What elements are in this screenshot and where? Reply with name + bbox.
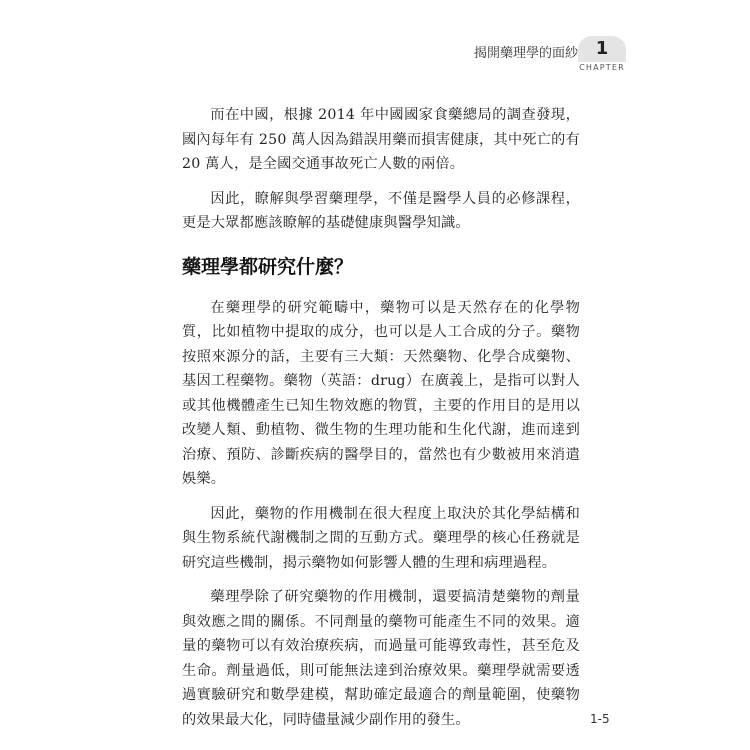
chapter-badge [578, 36, 626, 62]
section-paragraph-2: 因此，藥物的作用機制在很大程度上取決於其化學結構和與生物系統代謝機制之間的互動方式。藥理學的核心任務就是研究這些機制，揭示藥物如何影響人體的生理和病理過程。 [182, 505, 580, 571]
running-header-title: 揭開藥理學的面紗 [474, 46, 579, 61]
running-header [474, 36, 630, 76]
chapter-label: CHAPTER [579, 63, 625, 72]
intro-paragraph-2: 因此，瞭解與學習藥理學，不僅是醫學人員的必修課程，更是大眾都應該瞭解的基礎健康與醫學知識。 [182, 190, 580, 231]
page-number: 1-5 [590, 712, 610, 726]
section-paragraph-1: 在藥理學的研究範疇中，藥物可以是天然存在的化學物質，比如植物中提取的成分，也可以是人工合成的分子。藥物按照來源分的話，主要有三大類：天然藥物、化學合成藥物、基因工程藥物。藥物（英語：drug）在廣義上，是指可以對人或其他機體產生已知生物效應的物質，主要的作用目的是用以改變人類、動植物、微生物的生理功能和生化代謝，進而達到治療、預防、診斷疾病的醫學目的，當然也有少數被用來消遣娛樂。 [182, 299, 580, 487]
chapter-number: 1 [595, 38, 609, 59]
section-heading: 藥理學都研究什麼？ [182, 255, 354, 278]
page-body [182, 103, 580, 742]
intro-paragraph-1: 而在中國，根據 2014 年中國國家食藥總局的調查發現，國內每年有 250 萬人因為錯誤用藥而損害健康，其中死亡的有 20 萬人，是全國交通事故死亡人數的兩倍。 [182, 107, 580, 172]
section-paragraph-3: 藥理學除了研究藥物的作用機制，還要搞清楚藥物的劑量與效應之間的關係。不同劑量的藥物可能產生不同的效果。適量的藥物可以有效治療疾病，而過量可能導致毒性，甚至危及生命。劑量過低，則可能無法達到治療效果。藥理學就需要透過實驗研究和數學建模，幫助確定最適合的劑量範圍，使藥物的效果最大化，同時儘量減少副作用的發生。 [182, 589, 580, 728]
